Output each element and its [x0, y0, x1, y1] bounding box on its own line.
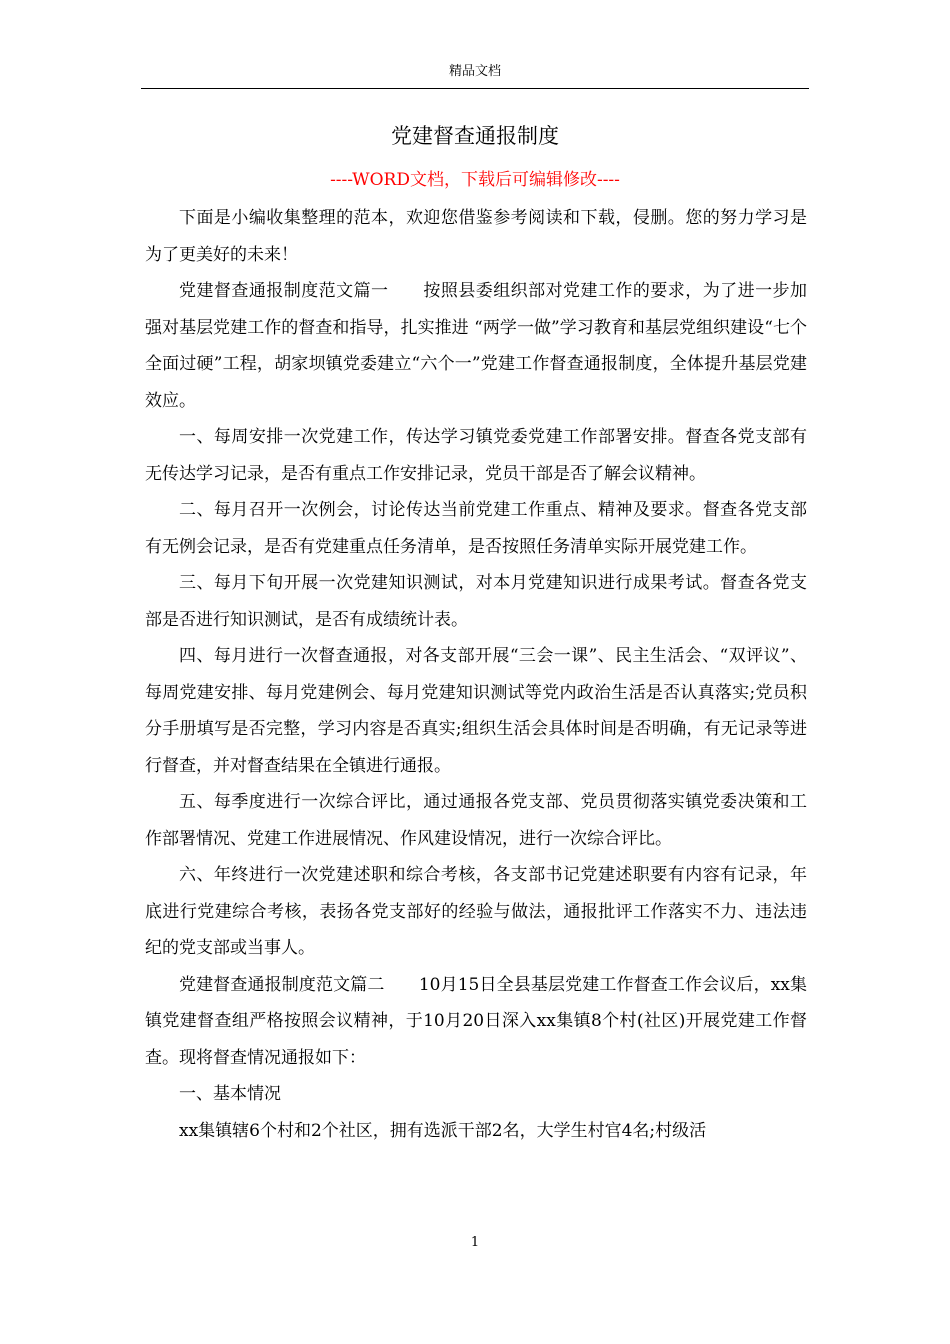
paragraph-section-heading: 一、基本情况: [179, 1084, 281, 1104]
paragraph-item-two: 二、每月召开一次例会，讨论传达当前党建工作重点、精神及要求。督查各党支部有无例会记录，是否有党建重点任务清单，是否按照任务清单实际开展党建工作。: [145, 500, 807, 557]
paragraph-item-three: 三、每月下旬开展一次党建知识测试，对本月党建知识进行成果考试。督查各党支部是否进行知识测试，是否有成绩统计表。: [145, 573, 807, 630]
document-body: [145, 200, 807, 1149]
paragraph-item-four: 四、每月进行一次督查通报，对各支部开展“三会一课”、民主生活会、“双评议”、每周党建安排、每月党建例会、每月党建知识测试等党内政治生活是否认真落实;党员积分手册填写是否完整，学习内容是否真实;组织生活会具体时间是否明确，有无记录等进行督查，并对督查结果在全镇进行通报。: [145, 646, 807, 776]
page-header-label: 精品文档: [448, 64, 501, 79]
paragraph-sample-one: 党建督查通报制度范文篇一 按照县委组织部对党建工作的要求，为了进一步加强对基层党建工作的督查和指导，扎实推进 “两学一做”学习教育和基层党组织建设“七个全面过硬”工程，胡家坝镇党委建立“六个一”党建工作督查通报制度，全体提升基层党建效应。: [145, 281, 807, 411]
paragraph-item-six: 六、年终进行一次党建述职和综合考核，各支部书记党建述职要有内容有记录，年底进行党建综合考核，表扬各党支部好的经验与做法，通报批评工作落实不力、违法违纪的党支部或当事人。: [145, 865, 807, 958]
paragraph-item-five: 五、每季度进行一次综合评比，通过通报各党支部、党员贯彻落实镇党委决策和工作部署情况、党建工作进展情况、作风建设情况，进行一次综合评比。: [145, 792, 807, 849]
paragraph-basic-info: xx集镇辖6个村和2个社区，拥有选派干部2名，大学生村官4名;村级活: [179, 1120, 707, 1141]
header-divider: [141, 88, 809, 89]
paragraph-item-one: 一、每周安排一次党建工作，传达学习镇党委党建工作部署安排。督查各党支部有无传达学习记录，是否有重点工作安排记录，党员干部是否了解会议精神。: [145, 427, 807, 484]
document-title: 党建督查通报制度: [391, 124, 559, 148]
paragraph-intro: 下面是小编收集整理的范本，欢迎您借鉴参考阅读和下载，侵删。您的努力学习是为了更美好的未来！: [145, 208, 807, 265]
document-subtitle: ----WORD文档，下载后可编辑修改----: [330, 170, 620, 190]
page-number: 1: [470, 1235, 480, 1250]
paragraph-sample-two: 党建督查通报制度范文篇二 10月15日全县基层党建工作督查工作会议后，xx集镇党建督查组严格按照会议精神，于10月20日深入xx集镇8个村(社区)开展党建工作督查。现将督查情况通报如下：: [145, 974, 807, 1068]
